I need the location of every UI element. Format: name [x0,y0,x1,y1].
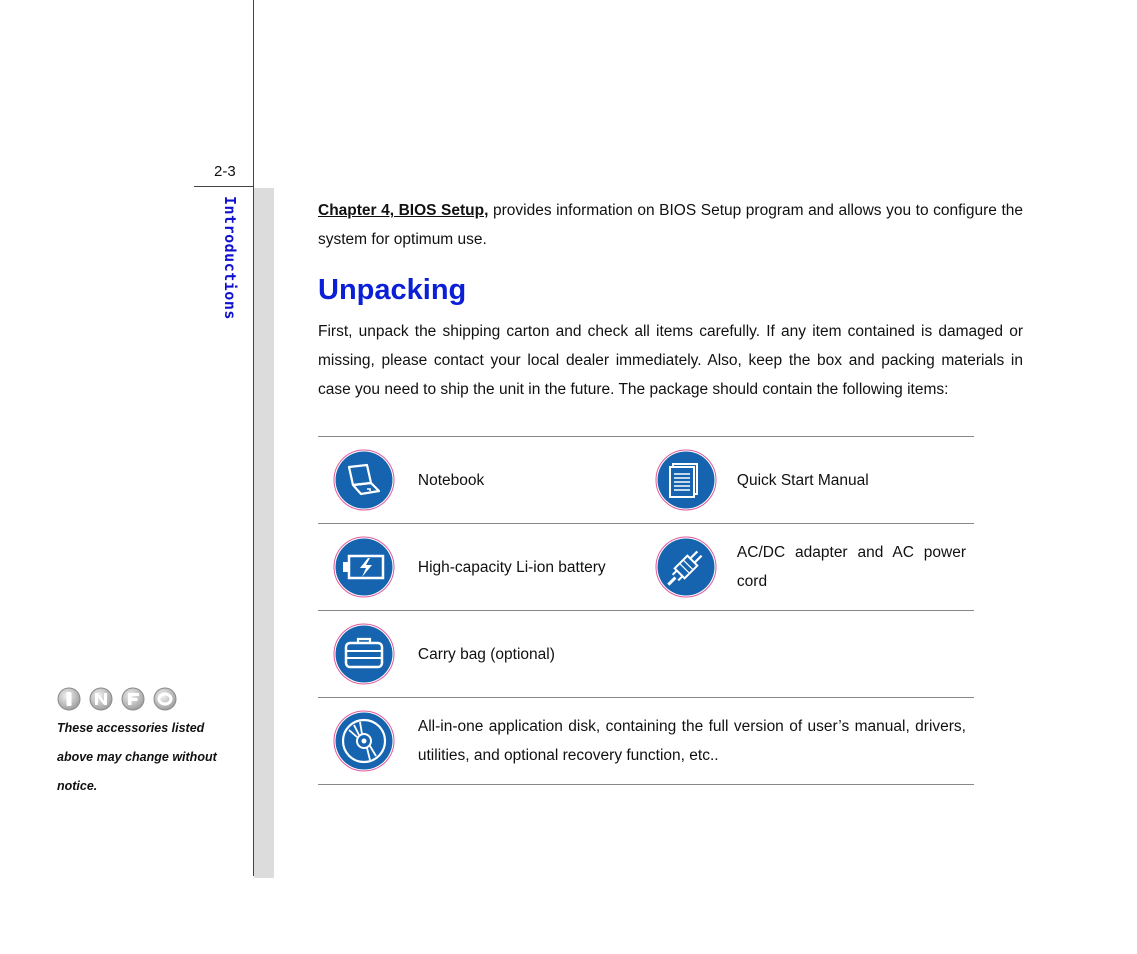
table-row [318,698,974,785]
unpacking-heading: Unpacking [318,274,467,306]
main-content [318,196,1023,404]
table-row [318,611,974,698]
power-plug-icon [655,536,717,598]
chapter-intro-text: provides information on BIOS Setup program and allows you to configure the system for optimum use. [318,202,1023,248]
info-note: These accessories listed above may change without notice. [57,721,217,793]
section-label: Introductions [221,196,239,320]
table-row [318,524,974,611]
notebook-icon [333,449,395,511]
item-quick-start-manual: Quick Start Manual [737,437,974,524]
package-items-table [318,436,974,785]
manual-icon [655,449,717,511]
item-battery: High-capacity Li-ion battery [418,524,652,611]
battery-icon [333,536,395,598]
disc-icon [333,710,395,772]
item-application-disk: All-in-one application disk, containing the full version of user’s manual, drivers, utilities, and optional recovery function, etc.. [418,698,974,785]
page-number-rule [194,186,254,187]
item-carry-bag: Carry bag (optional) [418,611,652,698]
chapter-intro-paragraph [318,196,1023,254]
table-row [318,437,974,524]
unpacking-paragraph: First, unpack the shipping carton and check all items carefully. If any item contained is damaged or missing, please contact your local dealer immediately. Also, keep the box and packing materials in case you need to ship the unit in the future. The package should contain the following items: [318,323,1023,398]
chapter-4-link[interactable]: Chapter 4, BIOS Setup, [318,202,489,219]
page-number: 2-3 [214,163,236,180]
carry-bag-icon [333,623,395,685]
item-notebook: Notebook [418,437,652,524]
item-ac-adapter: AC/DC adapter and AC power cord [737,524,974,611]
margin-shade-bar [254,188,274,878]
info-badge-icon [56,687,180,711]
